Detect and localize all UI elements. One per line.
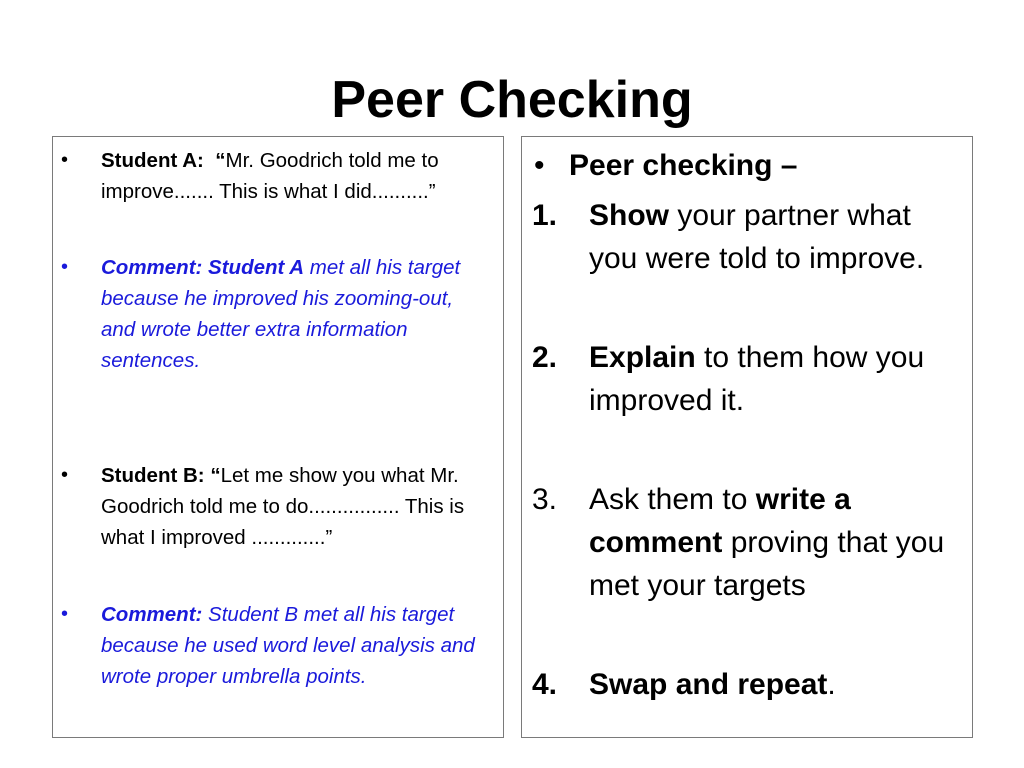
student-b-text — [101, 460, 489, 553]
step-2-rest: to them how you improved it. — [589, 341, 925, 417]
peer-checking-steps-box — [521, 136, 973, 738]
step-2-text — [589, 336, 967, 422]
step-3-rest: proving that you met your targets — [589, 526, 945, 602]
bullet-icon: • — [61, 464, 69, 486]
comment-b-text — [101, 599, 489, 692]
step-4-text — [589, 663, 967, 706]
comment-b-body: Student B met all his target because he used word level analysis and wrote proper umbrella points. — [101, 603, 475, 688]
bullet-icon: • — [61, 149, 69, 171]
comment-a-text — [101, 252, 489, 376]
comment-a-body: met all his target because he improved his zooming-out, and wrote better extra information sentences. — [101, 256, 461, 372]
student-a-quote: Mr. Goodrich told me to improve....... This is what I did..........” — [101, 149, 439, 203]
step-2-bold: Explain — [589, 341, 696, 374]
step-2-marker: 2. — [532, 341, 558, 374]
student-b-open-quote: “ — [210, 464, 221, 487]
heading-text: Peer checking – — [569, 149, 798, 182]
step-1-rest: your partner what you were told to improve. — [589, 199, 925, 275]
bullet-icon: • — [61, 256, 69, 278]
step-1-marker: 1. — [532, 199, 558, 232]
student-a-label: Student A: — [101, 149, 204, 172]
student-examples-box — [52, 136, 504, 738]
student-a-text — [101, 145, 489, 207]
comment-b-label: Comment: — [101, 603, 203, 626]
comment-a-label: Comment: Student A — [101, 256, 305, 279]
student-b-label: Student B: — [101, 464, 205, 487]
step-4-marker: 4. — [532, 668, 558, 701]
student-a-open-quote: “ — [215, 149, 226, 172]
slide-title: Peer Checking — [331, 71, 693, 129]
step-4-bold: Swap and repeat — [589, 668, 828, 701]
step-3-text — [589, 478, 967, 607]
step-3-bold: write a comment — [589, 483, 851, 559]
bullet-icon: • — [61, 603, 69, 625]
student-b-quote: Let me show you what Mr. Goodrich told me to do................ This is what I improved .............” — [101, 464, 465, 549]
step-3-marker: 3. — [532, 483, 558, 516]
step-3-pre: Ask them to — [589, 483, 756, 516]
step-1-text — [589, 194, 967, 280]
bullet-icon: • — [534, 149, 545, 182]
step-1-bold: Show — [589, 199, 669, 232]
step-4-rest: . — [827, 668, 836, 701]
